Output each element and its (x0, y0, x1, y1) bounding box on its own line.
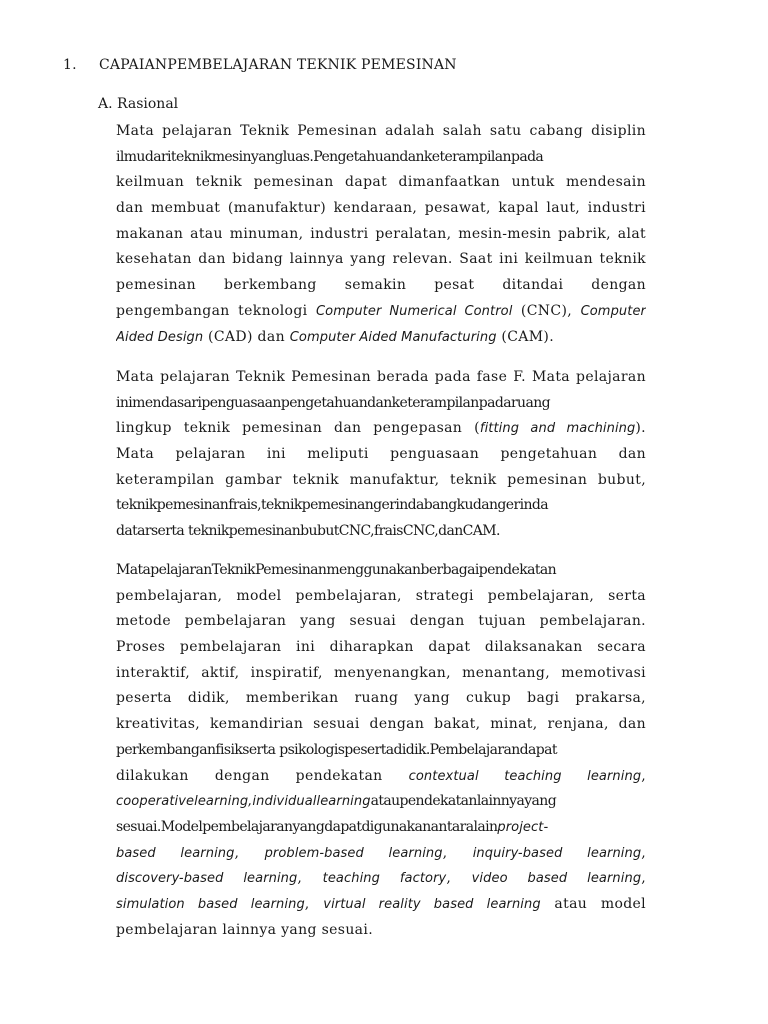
italic-term: contextual teaching learning (408, 768, 642, 784)
paragraph-2 (116, 365, 646, 545)
paragraph-line: makanan atau minuman, industri peralatan, mesin-mesin pabrik, alat (116, 225, 646, 242)
paragraph-line (116, 325, 646, 351)
text-run: , (297, 870, 323, 887)
paragraph-line: ilmudariteknikmesinyangluas.Pengetahuandanketerampilanpada (116, 148, 544, 165)
text-run: , (641, 767, 646, 784)
text-run: , (234, 844, 265, 861)
paragraph-3 (116, 558, 646, 943)
paragraph-line: pembelajaran, model pembelajaran, strategi pembelajaran, serta (116, 587, 646, 604)
paragraph-line: dan membuat (manufaktur) kendaraan, pesawat, kapal laut, industri (116, 200, 646, 217)
paragraph-line: keilmuan teknik pemesinan dapat dimanfaatkan untuk mendesain (116, 174, 646, 191)
paragraph-line (116, 892, 646, 918)
text-run: (CNC), (512, 302, 581, 319)
text-run: , (446, 870, 472, 887)
paragraph-line (116, 789, 646, 815)
paragraph-line: interaktif, aktif, inspiratif, menyenangkan, menantang, memotivasi (116, 664, 646, 681)
text-run: ataupendekatanlainnyayang (370, 793, 557, 810)
italic-term: Aided Design (116, 329, 204, 345)
text-run: lingkup teknik pemesinan dan pengepasan ( (116, 420, 480, 437)
italic-term: problem-based learning (264, 845, 443, 861)
italic-term: Computer Numerical Control (315, 303, 513, 319)
italic-term: cooperativelearning,individuallearning (116, 794, 371, 810)
italic-term: teaching factory (322, 871, 447, 887)
section-number: 1. (63, 57, 77, 73)
text-run: , (304, 895, 324, 912)
text-run: ). (635, 420, 646, 437)
italic-term: Computer Aided Manufacturing (289, 329, 497, 345)
paragraph-line (116, 764, 646, 790)
paragraph-line: Mata pelajaran ini meliputi penguasaan pengetahuan dan (116, 446, 646, 463)
paragraph-line (116, 841, 646, 867)
paragraph-line: metode pembelajaran yang sesuai dengan tujuan pembelajaran. (116, 613, 646, 630)
italic-term: based learning (116, 845, 235, 861)
text-run: (CAM). (496, 328, 555, 345)
paragraph-line: keterampilan gambar teknik manufaktur, teknik pemesinan bubut, (116, 471, 646, 488)
paragraph-line: datarserta teknikpemesinanbubutCNC,fraisCNC,danCAM. (116, 523, 500, 540)
paragraph-line: pemesinan berkembang semakin pesat ditandai dengan (116, 277, 646, 294)
paragraph-line (116, 299, 646, 325)
text-run: dilakukan dengan pendekatan (116, 767, 409, 784)
paragraph-line: Proses pembelajaran ini diharapkan dapat dilaksanakan secara (116, 639, 646, 656)
paragraph-1 (116, 119, 646, 350)
paragraph-line: MatapelajaranTeknikPemesinanmenggunakanberbagaipendekatan (116, 562, 557, 578)
paragraph-line: Mata pelajaran Teknik Pemesinan berada pada fase F. Mata pelajaran (116, 369, 646, 385)
paragraph-line: pembelajaran lainnya yang sesuai. (116, 921, 374, 938)
subsection-heading: A. Rasional (98, 96, 179, 112)
paragraph-line: peserta didik, memberikan ruang yang cukup bagi prakarsa, (116, 690, 646, 707)
italic-term: virtual reality based learning (323, 896, 541, 912)
paragraph-line: Mata pelajaran Teknik Pemesinan adalah salah satu cabang disiplin (116, 123, 646, 139)
italic-term: Computer (580, 303, 646, 319)
italic-term: discovery-based learning (116, 871, 298, 887)
paragraph-line (116, 866, 646, 892)
paragraph-line (116, 815, 646, 841)
text-run: , (641, 844, 646, 861)
paragraph-line: teknikpemesinanfrais,teknikpemesinangerindabangkudangerinda (116, 497, 548, 514)
text-run: (CAD) dan (203, 328, 290, 345)
text-run: , (641, 870, 646, 887)
italic-term: simulation based learning (116, 896, 305, 912)
text-run: , (442, 844, 473, 861)
paragraph-line: inimendasaripenguasaanpengetahuandanketerampilanpadaruang (116, 394, 550, 411)
text-run: atau model (540, 895, 646, 912)
paragraph-line: perkembanganfisikserta psikologispesertadidik.Pembelajarandapat (116, 741, 557, 758)
text-run: pengembangan teknologi (116, 302, 316, 319)
italic-term: project- (497, 819, 549, 835)
paragraph-line (116, 416, 646, 442)
italic-term: fitting and machining (479, 421, 636, 437)
italic-term: video based learning (471, 871, 642, 887)
paragraph-line: kreativitas, kemandirian sesuai dengan bakat, minat, renjana, dan (116, 716, 646, 733)
text-run: sesuai.Modelpembelajaranyangdapatdigunakanantaralain (116, 818, 498, 835)
paragraph-line: kesehatan dan bidang lainnya yang relevan. Saat ini keilmuan teknik (116, 251, 646, 268)
section-title: CAPAIANPEMBELAJARAN TEKNIK PEMESINAN (99, 57, 457, 73)
italic-term: inquiry-based learning (472, 845, 642, 861)
section-heading (63, 57, 457, 73)
